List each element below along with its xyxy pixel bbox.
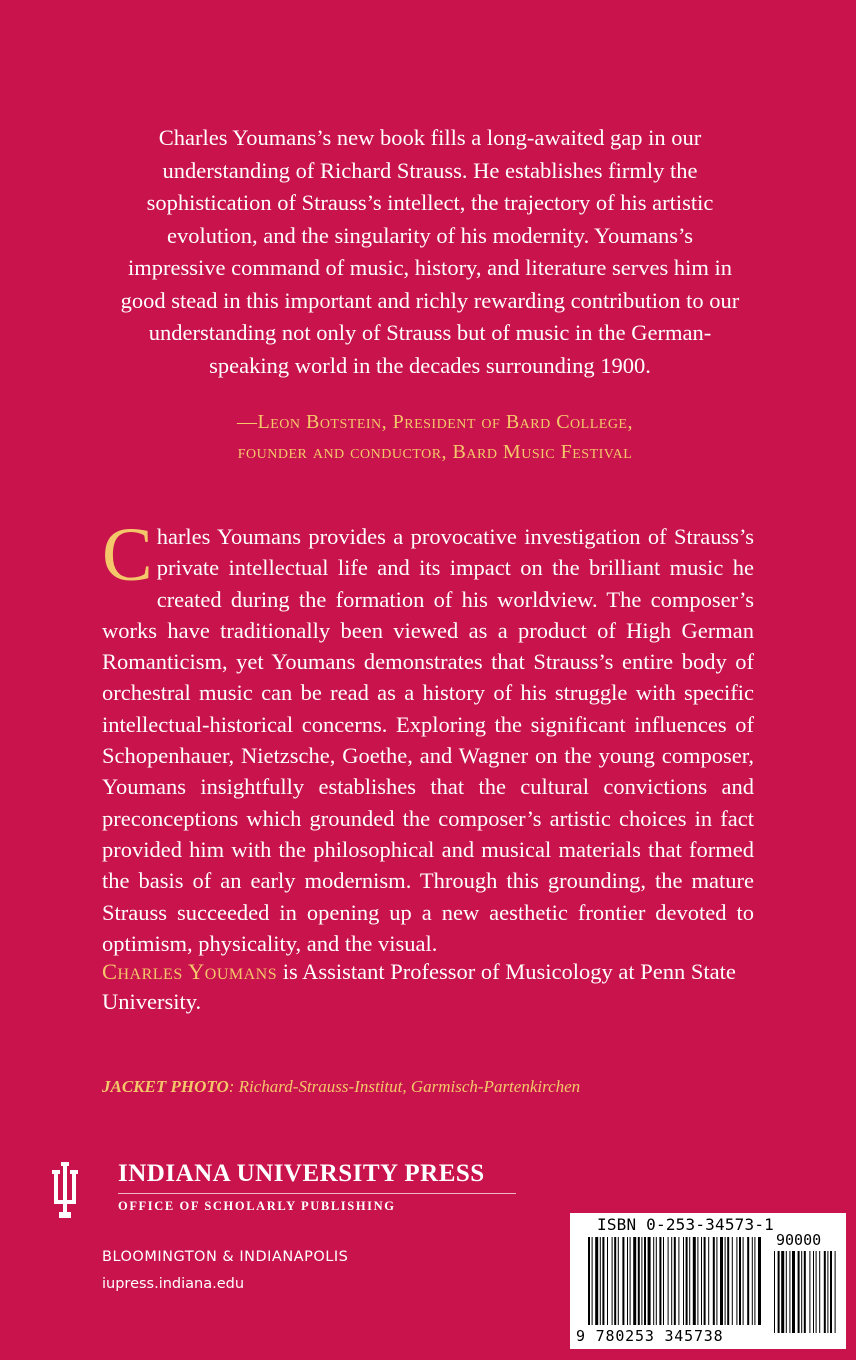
barcode-bar — [671, 1237, 672, 1325]
barcode-bar — [758, 1237, 761, 1325]
barcode-bar — [801, 1251, 802, 1333]
barcode-bar — [720, 1237, 723, 1325]
book-description — [102, 513, 754, 959]
review-quote: Charles Youmans’s new book fills a long-awaited gap in our understanding of Richard Strauss. He establishes firmly the sophistication of Strauss’s intellect, the trajectory of his artistic evolution, and the singularity of his modernity. Youmans’s impressive command of music, history, and literature serves him in good stead in this important and richly rewarding contribution to our understanding not only of Strauss but of music in the German-speaking world in the decades surrounding 1900. — [120, 125, 740, 378]
author-name: Charles Youmans — [102, 959, 278, 984]
barcode-bar — [653, 1237, 654, 1325]
barcode-bar — [754, 1237, 755, 1325]
barcode-bar — [633, 1237, 636, 1325]
barcode-bar — [697, 1237, 698, 1325]
barcode-bar — [641, 1237, 642, 1325]
barcode-bar — [618, 1237, 619, 1325]
barcode-bar — [792, 1251, 795, 1333]
barcode-bar — [752, 1237, 753, 1325]
barcode-bar — [600, 1237, 601, 1325]
publisher-subtitle: OFFICE OF SCHOLARLY PUBLISHING — [118, 1199, 396, 1213]
credit-label: JACKET PHOTO — [102, 1077, 229, 1096]
barcode-area — [570, 1213, 846, 1349]
attribution-line-2: founder and conductor, Bard Music Festival — [237, 441, 633, 463]
barcode-bar — [827, 1251, 828, 1333]
barcode-bar — [612, 1237, 613, 1325]
barcode-bar — [701, 1237, 702, 1325]
barcode-bar — [627, 1237, 628, 1325]
publisher-name: INDIANA UNIVERSITY PRESS — [118, 1160, 485, 1187]
barcode-bar — [732, 1237, 733, 1325]
barcode-bar — [739, 1237, 741, 1325]
barcode-bar — [614, 1237, 616, 1325]
barcode-bar — [809, 1251, 810, 1333]
barcode-bar — [683, 1237, 684, 1325]
barcode-bar — [747, 1237, 749, 1325]
barcode-bar — [798, 1251, 800, 1333]
barcode-bar — [781, 1251, 784, 1333]
barcode-bar — [743, 1237, 744, 1325]
barcode-bar — [716, 1237, 717, 1325]
barcode-bar — [813, 1251, 814, 1333]
barcode-bar — [622, 1237, 624, 1325]
barcode-bar — [786, 1251, 787, 1333]
attribution-line-1: —Leon Botstein, President of Bard College, — [236, 411, 633, 433]
price-code: 90000 — [776, 1231, 822, 1249]
barcode-bar — [602, 1237, 604, 1325]
barcode-bar — [819, 1251, 820, 1333]
barcode-bar — [824, 1251, 826, 1333]
isbn-number: ISBN 0-253-34573-1 — [597, 1215, 774, 1234]
barcode-bar — [656, 1237, 657, 1325]
jacket-photo-credit — [102, 1077, 580, 1097]
barcode-bar — [835, 1251, 836, 1333]
barcode-bar — [686, 1237, 688, 1325]
barcode-bar — [678, 1237, 679, 1325]
barcode-bar — [727, 1237, 729, 1325]
ean-number: 9 780253 345738 — [576, 1327, 724, 1345]
barcode-bar — [674, 1237, 676, 1325]
barcode-bar — [774, 1251, 775, 1333]
publisher-website[interactable]: iupress.indiana.edu — [102, 1276, 245, 1292]
author-bio-text: is Assistant Professor of Musicology at Penn State University. — [102, 959, 736, 1014]
barcode-bar — [816, 1251, 817, 1333]
publisher-city: BLOOMINGTON & INDIANAPOLIS — [102, 1249, 349, 1265]
credit-text: : Richard-Strauss-Institut, Garmisch-Partenkirchen — [228, 1077, 581, 1096]
barcode-bar — [638, 1237, 640, 1325]
barcode-bar — [630, 1237, 631, 1325]
barcode-bar — [607, 1237, 608, 1325]
barcode-bar — [713, 1237, 715, 1325]
barcode-bar — [804, 1251, 806, 1333]
barcode-bar — [663, 1237, 664, 1325]
barcode-bar — [659, 1237, 661, 1325]
barcode-bar — [830, 1251, 832, 1333]
barcode-bar — [736, 1237, 737, 1325]
barcode-bar — [693, 1237, 696, 1325]
barcode-bar — [644, 1237, 646, 1325]
barcode-bar — [648, 1237, 651, 1325]
drop-cap: C — [102, 513, 153, 597]
iu-trident-icon — [40, 1160, 90, 1220]
description-text: harles Youmans provides a provocative investigation of Strauss’s private intellectual life and its impact on the brilliant music he created during the formation of his worldview. The composer’s works have traditionally been viewed as a product of High German Romanticism, yet Youmans demonstrates that Strauss’s entire body of orchestral music can be read as a history of his struggle with specific intellectual-historical concerns. Exploring the significant influences of Schopenhauer, Nietzsche, Goethe, and Wagner on the young composer, Youmans insightfully establishes that the cultural convictions and preconceptions which grounded the composer’s artistic choices in fact provided him with the philosophical and musical materials that formed the basis of an early modernism. Through this grounding, the mature Strauss succeeded in opening up a new aesthetic frontier devoted to optimism, physicality, and the visual. — [102, 524, 754, 956]
barcode-bar — [708, 1237, 709, 1325]
barcode-bar — [778, 1251, 780, 1333]
barcode-bar — [689, 1237, 690, 1325]
barcode-bar — [789, 1251, 790, 1333]
quote-attribution — [110, 407, 760, 467]
publisher-divider — [118, 1193, 516, 1194]
barcode-bar — [704, 1237, 706, 1325]
barcode-bar — [595, 1237, 598, 1325]
author-bio — [102, 957, 754, 1017]
barcode-bar — [668, 1237, 669, 1325]
barcode-bar — [592, 1237, 593, 1325]
barcode-bar — [588, 1237, 590, 1325]
barcode-bar — [725, 1237, 726, 1325]
